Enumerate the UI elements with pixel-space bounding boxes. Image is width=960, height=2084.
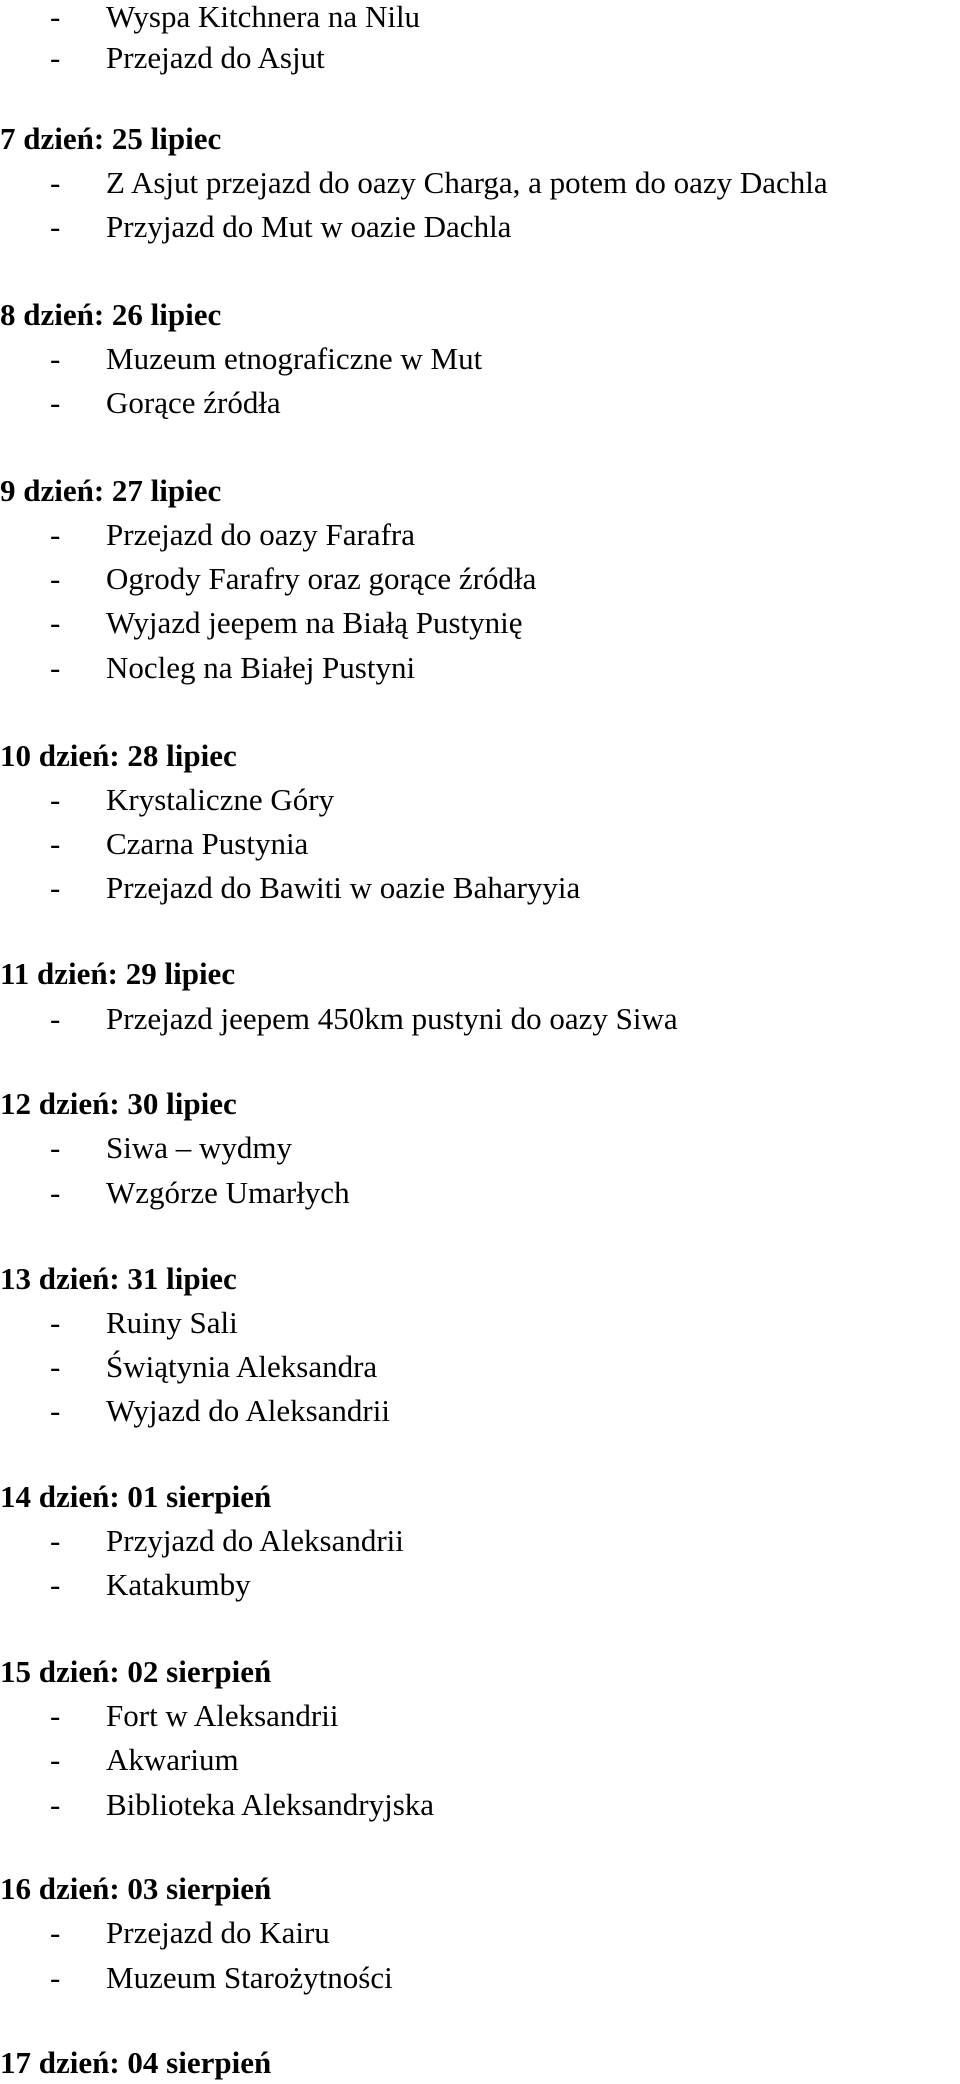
list-item [0, 1518, 404, 1562]
bullet-dash: - [50, 1304, 61, 1340]
day-heading: 16 dzień: 03 sierpień [0, 1870, 272, 1906]
bullet-dash: - [50, 1348, 61, 1384]
bullet-dash: - [50, 1522, 61, 1558]
list-item [0, 35, 325, 79]
bullet-dash: - [50, 1786, 61, 1822]
item-label: Przyjazd do Aleksandrii [106, 1522, 404, 1558]
list-item [0, 996, 678, 1040]
list-item [0, 1125, 292, 1169]
bullet-dash: - [50, 1959, 61, 1995]
bullet-dash: - [50, 560, 61, 596]
list-item [0, 1388, 390, 1432]
list-item [0, 556, 536, 600]
bullet-dash: - [50, 649, 61, 685]
list-item [0, 160, 828, 204]
item-label: Siwa – wydmy [106, 1129, 292, 1165]
bullet-dash: - [50, 1566, 61, 1602]
item-label: Biblioteka Aleksandryjska [106, 1786, 435, 1822]
bullet-dash: - [50, 39, 61, 75]
list-item [0, 1910, 330, 1954]
day-heading: 9 dzień: 27 lipiec [0, 472, 222, 508]
bullet-dash: - [50, 1392, 61, 1428]
item-label: Katakumby [106, 1566, 251, 1602]
item-label: Świątynia Aleksandra [106, 1348, 378, 1384]
bullet-dash: - [50, 208, 61, 244]
item-label: Ogrody Farafry oraz gorące źródła [106, 560, 537, 596]
list-item [0, 380, 281, 424]
item-label: Wzgórze Umarłych [106, 1174, 350, 1210]
list-item [0, 865, 580, 909]
item-label: Akwarium [106, 1741, 239, 1777]
item-label: Wyjazd jeepem na Białą Pustynię [106, 604, 523, 640]
bullet-dash: - [50, 1697, 61, 1733]
item-label: Przejazd do Bawiti w oazie Baharyyia [106, 869, 581, 905]
item-label: Gorące źródła [106, 384, 281, 420]
list-item [0, 1170, 350, 1214]
item-label: Przejazd do Asjut [106, 39, 325, 75]
item-label: Czarna Pustynia [106, 825, 309, 861]
bullet-dash: - [50, 869, 61, 905]
list-item [0, 777, 334, 821]
list-item [0, 0, 420, 38]
list-item [0, 1693, 339, 1737]
bullet-dash: - [50, 1129, 61, 1165]
bullet-dash: - [50, 1741, 61, 1777]
bullet-dash: - [50, 781, 61, 817]
bullet-dash: - [50, 604, 61, 640]
bullet-dash: - [50, 825, 61, 861]
list-item [0, 821, 308, 865]
list-item [0, 512, 415, 556]
item-label: Przejazd do oazy Farafra [106, 516, 415, 552]
item-label: Ruiny Sali [106, 1304, 238, 1340]
day-heading: 12 dzień: 30 lipiec [0, 1085, 237, 1121]
day-heading: 8 dzień: 26 lipiec [0, 296, 222, 332]
item-label: Wyjazd do Aleksandrii [106, 1392, 390, 1428]
day-heading: 11 dzień: 29 lipiec [0, 955, 236, 991]
day-heading: 14 dzień: 01 sierpień [0, 1478, 272, 1514]
bullet-dash: - [50, 164, 61, 200]
bullet-dash: - [50, 0, 61, 34]
list-item [0, 336, 482, 380]
bullet-dash: - [50, 384, 61, 420]
day-heading: 10 dzień: 28 lipiec [0, 737, 237, 773]
list-item [0, 204, 511, 248]
list-item [0, 1300, 238, 1344]
bullet-dash: - [50, 1914, 61, 1950]
item-label: Muzeum Starożytności [106, 1959, 393, 1995]
list-item [0, 1955, 393, 1999]
list-item [0, 1562, 251, 1606]
bullet-dash: - [50, 340, 61, 376]
bullet-dash: - [50, 1000, 61, 1036]
list-item [0, 1737, 239, 1781]
item-label: Przejazd do Kairu [106, 1914, 330, 1950]
item-label: Muzeum etnograficzne w Mut [106, 340, 483, 376]
day-heading: 7 dzień: 25 lipiec [0, 120, 222, 156]
list-item [0, 600, 523, 644]
day-heading: 17 dzień: 04 sierpień [0, 2044, 272, 2080]
item-label: Fort w Aleksandrii [106, 1697, 339, 1733]
item-label: Nocleg na Białej Pustyni [106, 649, 416, 685]
bullet-dash: - [50, 1174, 61, 1210]
item-label: Przyjazd do Mut w oazie Dachla [106, 208, 512, 244]
list-item [0, 1344, 377, 1388]
item-label: Z Asjut przejazd do oazy Charga, a potem do oazy Dachla [106, 164, 828, 200]
item-label: Przejazd jeepem 450km pustyni do oazy Siwa [106, 1000, 678, 1036]
item-label: Krystaliczne Góry [106, 781, 335, 817]
bullet-dash: - [50, 516, 61, 552]
item-label: Wyspa Kitchnera na Nilu [106, 0, 421, 34]
day-heading: 15 dzień: 02 sierpień [0, 1653, 272, 1689]
list-item [0, 1782, 434, 1826]
list-item [0, 645, 415, 689]
day-heading: 13 dzień: 31 lipiec [0, 1260, 237, 1296]
